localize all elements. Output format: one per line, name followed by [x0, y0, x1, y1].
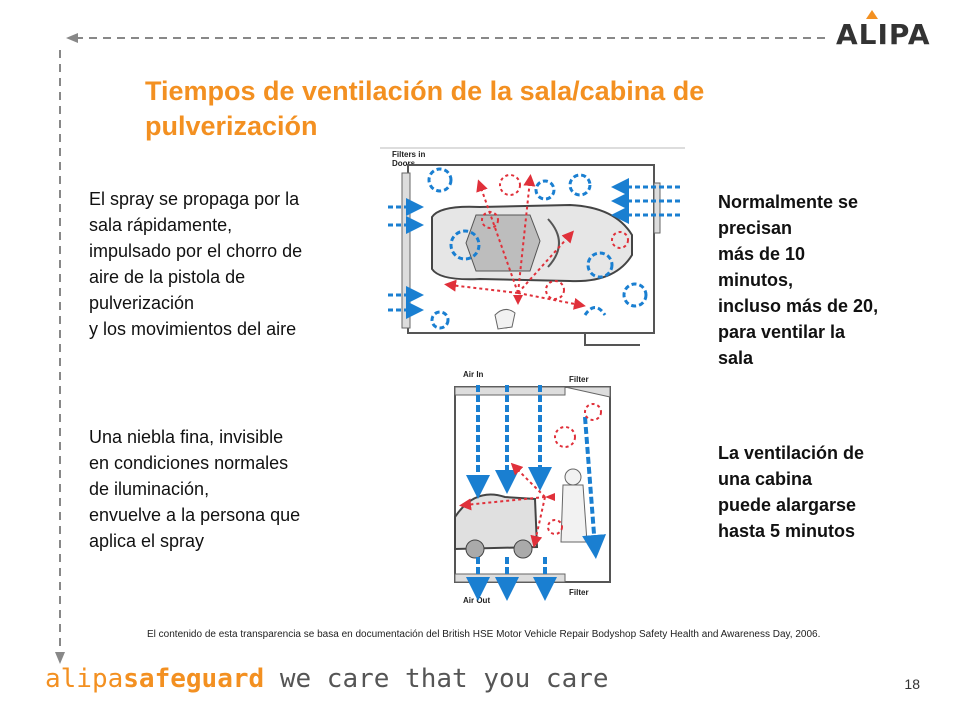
- page-number: 18: [904, 676, 920, 692]
- logo-triangle-icon: [866, 10, 878, 19]
- title-line-2: pulverización: [145, 111, 318, 141]
- label-filter-bottom: Filter: [569, 588, 589, 597]
- label-filter-top: Filter: [569, 375, 589, 384]
- text-line: más de 10: [718, 244, 806, 264]
- note-booth-ventilation: [718, 440, 948, 544]
- text-line: La ventilación de: [718, 443, 865, 463]
- spray-booth-diagram: [445, 367, 625, 607]
- label-doors: Doors: [392, 159, 416, 168]
- text-line: El spray se propaga por la: [89, 189, 300, 209]
- brand-slogan: we care that you care: [264, 664, 609, 694]
- slide-title: [145, 74, 845, 144]
- brand-alipa: alipa: [45, 664, 124, 694]
- text-line: hasta 5 minutos: [718, 521, 856, 541]
- spray-room-diagram: [380, 145, 685, 357]
- text-line: en condiciones normales: [89, 453, 289, 473]
- text-line: de iluminación,: [89, 479, 210, 499]
- text-line: precisan: [718, 218, 793, 238]
- text-line: pulverización: [89, 293, 195, 313]
- source-note: El contenido de esta transparencia se basa en documentación del British HSE Motor Vehicle Repair Bodyshop Safety Health and Awareness Day, 2006.: [147, 629, 821, 640]
- text-line: aire de la pistola de: [89, 267, 246, 287]
- note-room-ventilation: [718, 189, 948, 371]
- logo-text: ALIPA: [836, 18, 931, 51]
- text-line: para ventilar la: [718, 322, 846, 342]
- text-line: Normalmente se: [718, 192, 859, 212]
- text-line: incluso más de 20,: [718, 296, 879, 316]
- alipa-logo: [836, 18, 931, 51]
- text-line: minutos,: [718, 270, 793, 290]
- text-line: aplica el spray: [89, 531, 205, 551]
- paragraph-spray-spread: [89, 186, 379, 342]
- text-line: impulsado por el chorro de: [89, 241, 303, 261]
- title-line-1: Tiempos de ventilación de la sala/cabina de: [145, 76, 705, 106]
- text-line: sala: [718, 348, 754, 368]
- text-line: y los movimientos del aire: [89, 319, 297, 339]
- brand-safeguard: safeguard: [123, 664, 265, 694]
- text-line: una cabina: [718, 469, 813, 489]
- label-filters-in: Filters in: [392, 150, 426, 159]
- text-line: sala rápidamente,: [89, 215, 233, 235]
- text-line: puede alargarse: [718, 495, 857, 515]
- label-air-in: Air In: [463, 370, 484, 379]
- brand-tagline: [45, 664, 609, 694]
- paragraph-fine-mist: [89, 424, 379, 554]
- text-line: envuelve a la persona que: [89, 505, 301, 525]
- label-air-out: Air Out: [463, 596, 491, 605]
- text-line: Una niebla fina, invisible: [89, 427, 284, 447]
